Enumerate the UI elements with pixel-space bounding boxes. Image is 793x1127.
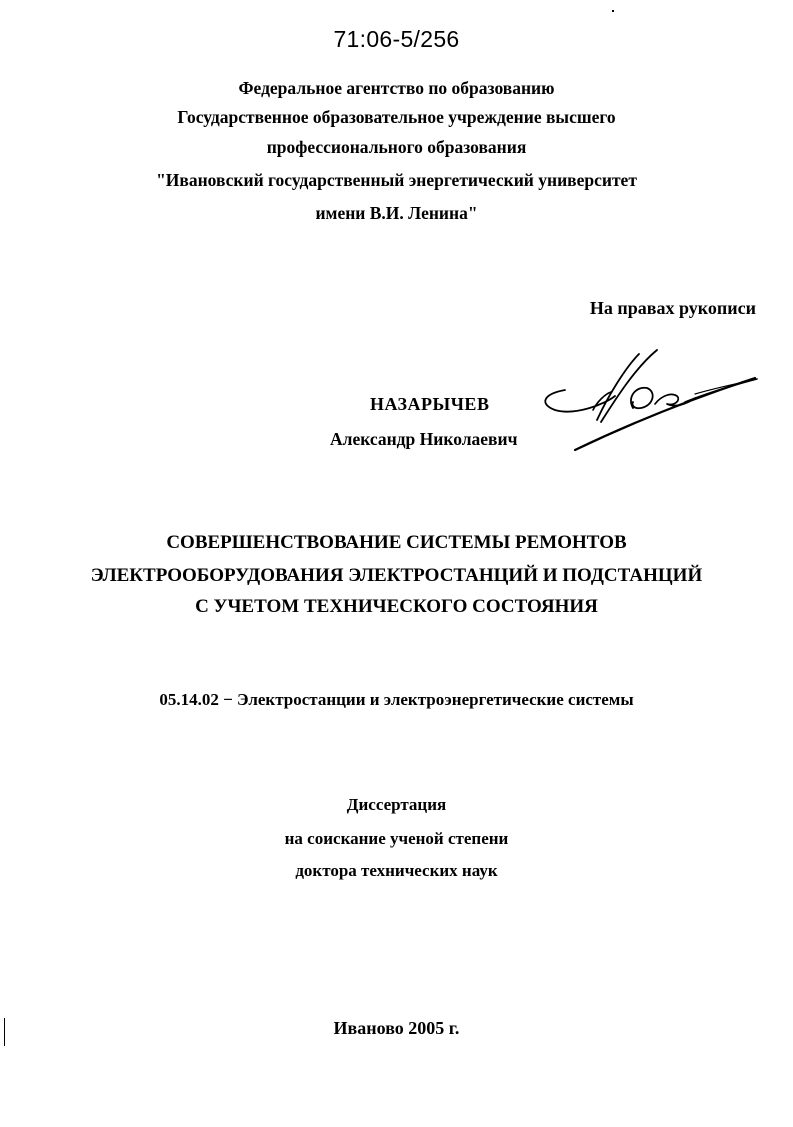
org-line-1: Федеральное агентство по образованию (238, 78, 555, 98)
title-line-2: ЭЛЕКТРООБОРУДОВАНИЯ ЭЛЕКТРОСТАНЦИЙ И ПОДСТАНЦИЙ (90, 565, 703, 586)
degree-line-2: на соискание ученой степени (284, 829, 509, 848)
org-line-3: профессионального образования (266, 137, 527, 157)
scan-artifact-line (4, 1018, 5, 1046)
degree-line-3: доктора технических наук (295, 861, 498, 880)
title-line-3: С УЧЕТОМ ТЕХНИЧЕСКОГО СОСТОЯНИЯ (195, 596, 598, 617)
org-line-5: имени В.И. Ленина" (315, 203, 478, 223)
signature-icon (535, 346, 765, 458)
org-line-4: "Ивановский государственный энергетический университет (156, 170, 637, 190)
archive-stamp: 71:06-5/256 (333, 26, 460, 52)
title-line-1: СОВЕРШЕНСТВОВАНИЕ СИСТЕМЫ РЕМОНТОВ (166, 532, 627, 553)
city-year: Иваново 2005 г. (333, 1018, 460, 1038)
scan-artifact-dot (612, 10, 614, 12)
org-line-2: Государственное образовательное учреждение высшего (177, 107, 616, 127)
manuscript-note: На правах рукописи (589, 298, 756, 318)
specialty-line: 05.14.02 − Электростанции и электроэнергетические системы (159, 690, 634, 709)
degree-line-1: Диссертация (346, 795, 447, 814)
author-given-names: Александр Николаевич (330, 429, 518, 449)
author-surname: НАЗАРЫЧЕВ (370, 394, 490, 414)
